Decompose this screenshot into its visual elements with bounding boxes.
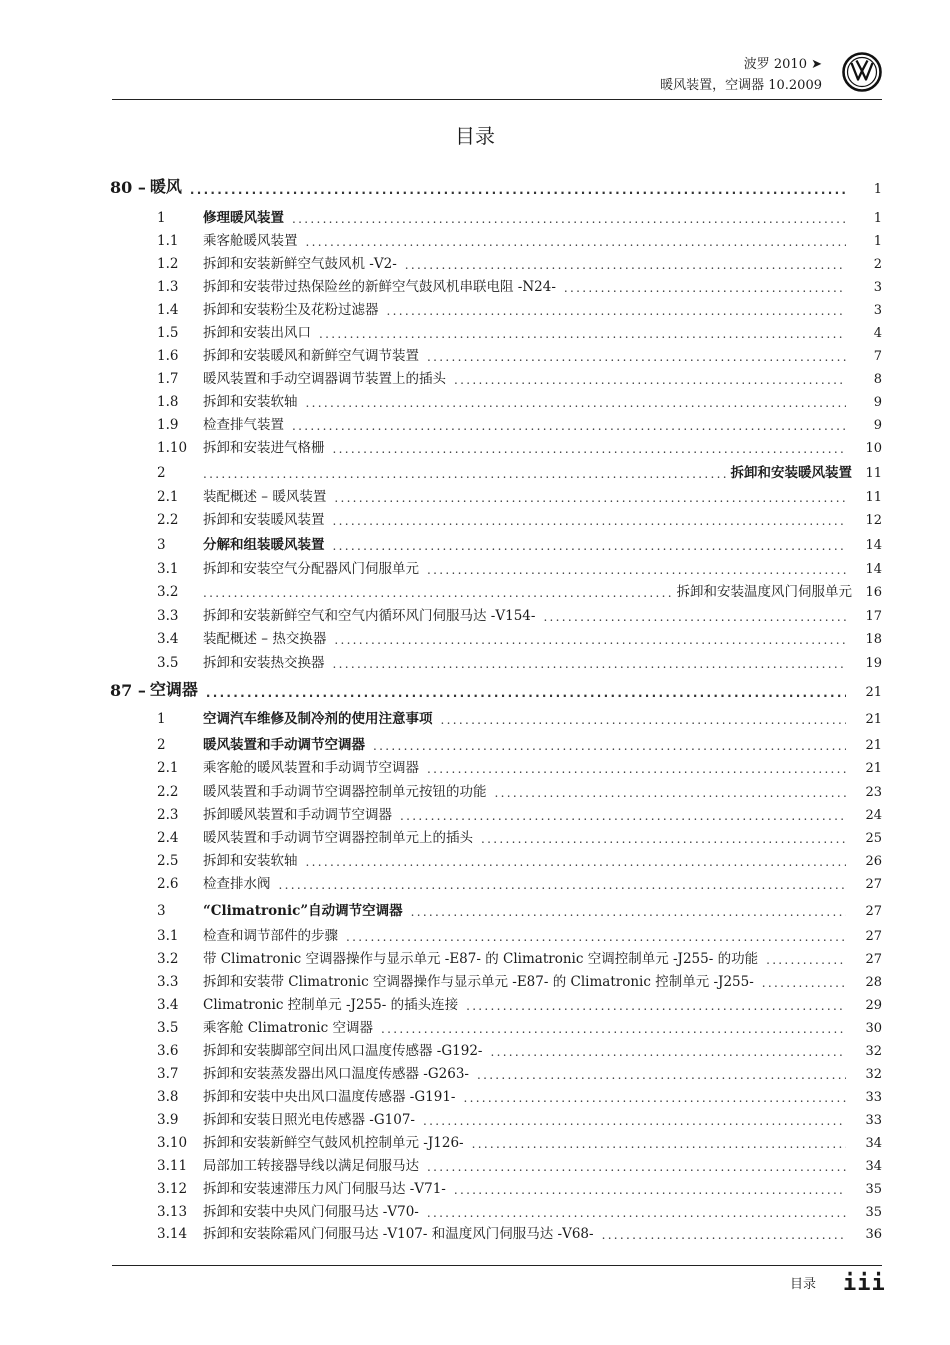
dot-leader	[427, 1160, 846, 1174]
toc-entry-page: 26	[865, 854, 882, 869]
toc-entry-number: 3.8	[157, 1089, 179, 1105]
toc-entry[interactable]	[110, 1222, 882, 1242]
dot-leader	[441, 713, 847, 727]
dot-leader	[381, 1022, 846, 1036]
toc-entry[interactable]	[110, 899, 882, 919]
toc-entry-number: 3.10	[157, 1135, 188, 1151]
toc-entry-title: 乘客舱 Climatronic 空调器	[203, 1020, 373, 1036]
toc-entry[interactable]	[110, 461, 882, 481]
toc-entry-page: 17	[865, 609, 882, 624]
dot-leader	[206, 686, 846, 700]
footer-label: 目录	[790, 1277, 817, 1292]
toc-entry-title: 乘客舱的暖风装置和手动调节空调器	[203, 760, 419, 776]
toc-entry-page: 18	[865, 632, 882, 647]
toc-entry-title: 检查和调节部件的步骤	[203, 928, 338, 944]
dot-leader	[400, 809, 846, 823]
toc-entry-number: 3.11	[157, 1158, 188, 1174]
dot-leader	[427, 563, 846, 577]
toc-entry-number: 2.2	[157, 784, 179, 800]
toc-entry-number: 1.9	[157, 417, 179, 433]
toc-entry[interactable]	[110, 229, 882, 249]
toc-entry-number: 87 –	[110, 681, 146, 700]
toc-entry-title: 乘客舱暖风装置	[203, 233, 298, 249]
dot-leader	[602, 1228, 846, 1242]
toc-entry-page: 9	[873, 418, 882, 433]
toc-entry-page: 21	[865, 738, 882, 753]
toc-entry-title: 空调汽车维修及制冷剂的使用注意事项	[203, 711, 433, 727]
toc-entry-number: 3.1	[157, 561, 179, 577]
toc-entry-page: 27	[865, 877, 882, 892]
toc-entry-page: 11	[865, 466, 882, 481]
dot-leader	[203, 586, 673, 600]
toc-entry-number: 1.1	[157, 233, 179, 249]
toc-entry-number: 3	[157, 537, 166, 553]
toc-entry-number: 3.14	[157, 1226, 188, 1242]
dot-leader	[306, 396, 847, 410]
toc-entry-number: 2.2	[157, 512, 179, 528]
toc-entry-page: 12	[865, 513, 882, 528]
toc-entry[interactable]	[110, 803, 882, 823]
toc-entry[interactable]	[110, 206, 882, 226]
toc-entry-page: 27	[865, 904, 882, 919]
toc-entry-number: 3.5	[157, 655, 179, 671]
toc-entry-page: 19	[865, 656, 882, 671]
dot-leader	[466, 999, 846, 1013]
toc-entry[interactable]	[110, 1200, 882, 1220]
toc-entry-page: 16	[865, 585, 882, 600]
toc-entry-page: 27	[865, 952, 882, 967]
header-model: 波罗 2010 ➤	[743, 57, 822, 72]
dot-leader	[411, 905, 846, 919]
toc-entry-number: 1	[157, 711, 166, 727]
toc-entry-number: 1.10	[157, 440, 188, 456]
dot-leader	[279, 878, 847, 892]
dot-leader	[427, 1206, 846, 1220]
toc-entry-number: 3.3	[157, 974, 179, 990]
toc-entry-title: 空调器	[149, 680, 198, 699]
toc-entry[interactable]	[110, 1154, 882, 1174]
dot-leader	[762, 976, 846, 990]
dot-leader	[423, 1114, 846, 1128]
toc-entry-number: 2	[157, 737, 166, 753]
dot-leader	[373, 739, 846, 753]
toc-entry-number: 3.3	[157, 608, 179, 624]
toc-entry-title: 拆卸和安装出风口	[203, 325, 311, 341]
toc-entry-page: 4	[873, 326, 882, 341]
toc-entry-page: 3	[873, 303, 882, 318]
toc-entry-number: 3.4	[157, 997, 179, 1013]
toc-entry[interactable]	[110, 733, 882, 753]
toc-entry-title: 拆卸暖风装置和手动调节空调器	[203, 807, 392, 823]
toc-entry[interactable]	[110, 1131, 882, 1151]
dot-leader	[334, 491, 846, 505]
toc-entry-page: 36	[865, 1227, 882, 1242]
toc-entry[interactable]	[110, 707, 882, 727]
toc-entry-title: 拆卸和安装带 Climatronic 空调器操作与显示单元 -E87- 的 Climatronic 控制单元 -J255-	[203, 974, 754, 990]
dot-leader	[333, 442, 847, 456]
dot-leader	[481, 832, 846, 846]
toc-entry[interactable]	[110, 627, 882, 647]
toc-entry-title: 拆卸和安装速滞压力风门伺服马达 -V71-	[203, 1181, 446, 1197]
toc-entry-title: Climatronic 控制单元 -J255- 的插头连接	[203, 997, 459, 1013]
toc-entry-page: 10	[865, 441, 882, 456]
dot-leader	[427, 350, 846, 364]
toc-entry-number: 1.2	[157, 256, 179, 272]
toc-entry-page: 2	[873, 257, 882, 272]
toc-entry-title: 拆卸和安装除霜风门伺服马达 -V107- 和温度风门伺服马达 -V68-	[203, 1226, 594, 1242]
toc-entry-page: 21	[865, 712, 882, 727]
toc-entry[interactable]	[110, 344, 882, 364]
toc-entry-title: 拆卸和安装暖风装置	[203, 512, 325, 528]
toc-entry[interactable]	[110, 849, 882, 869]
toc-entry-number: 80 –	[110, 178, 146, 197]
dot-leader	[346, 930, 846, 944]
toc-entry[interactable]	[110, 756, 882, 776]
toc-entry-title: 暖风装置和手动调节空调器	[203, 737, 365, 753]
toc-entry-number: 3	[157, 903, 166, 919]
toc-entry[interactable]	[110, 1085, 882, 1105]
toc-entry-page: 8	[873, 372, 882, 387]
toc-entry[interactable]	[110, 252, 882, 272]
header-section: 暖风装置，空调器 10.2009	[660, 78, 822, 93]
toc-entry-page: 33	[865, 1113, 882, 1128]
toc-entry-number: 1.8	[157, 394, 179, 410]
toc-entry[interactable]	[110, 275, 882, 295]
toc-entry[interactable]	[110, 436, 882, 456]
toc-entry[interactable]	[110, 1039, 882, 1059]
toc-entry-number: 3.2	[157, 951, 179, 967]
toc-entry[interactable]	[110, 367, 882, 387]
toc-entry-title: 暖风装置和手动空调器调节装置上的插头	[203, 371, 446, 387]
dot-leader	[319, 327, 846, 341]
dot-leader	[306, 235, 847, 249]
toc-entry-title: 拆卸和安装带过热保险丝的新鲜空气鼓风机串联电阻 -N24-	[203, 279, 556, 295]
dot-leader	[766, 953, 846, 967]
toc-entry-page: 33	[865, 1090, 882, 1105]
dot-leader	[564, 281, 846, 295]
toc-entry-title: 拆卸和安装日照光电传感器 -G107-	[203, 1112, 415, 1128]
toc-entry-number: 2.6	[157, 876, 179, 892]
toc-entry-number: 3.5	[157, 1020, 179, 1036]
dot-leader	[477, 1068, 846, 1082]
toc-entry-title: 拆卸和安装进气格栅	[203, 440, 325, 456]
toc-entry[interactable]	[110, 872, 882, 892]
toc-entry-page: 3	[873, 280, 882, 295]
toc-entry-number: 3.12	[157, 1181, 188, 1197]
toc-entry[interactable]	[110, 1108, 882, 1128]
toc-entry-page: 24	[865, 808, 882, 823]
toc-entry-title: 拆卸和安装蒸发器出风口温度传感器 -G263-	[203, 1066, 469, 1082]
dot-leader	[333, 514, 847, 528]
toc-entry-number: 3.13	[157, 1204, 188, 1220]
dot-leader	[306, 855, 847, 869]
page-title: 目录	[455, 124, 495, 148]
toc-entry[interactable]	[110, 924, 882, 944]
dot-leader	[333, 657, 847, 671]
toc-entry[interactable]	[110, 826, 882, 846]
dot-leader	[495, 786, 847, 800]
toc-entry-title: 装配概述 – 暖风装置	[203, 489, 327, 505]
toc-entry-title: 暖风装置和手动调节空调器控制单元按钮的功能	[203, 784, 487, 800]
toc-entry[interactable]	[110, 993, 882, 1013]
toc-entry[interactable]	[110, 557, 882, 577]
toc-entry-title: 拆卸和安装新鲜空气和空气内循环风门伺服马达 -V154-	[203, 608, 536, 624]
toc-entry-page: 32	[865, 1044, 882, 1059]
toc-entry[interactable]	[110, 1016, 882, 1036]
toc-entry[interactable]	[110, 298, 882, 318]
toc-entry-number: 1.7	[157, 371, 179, 387]
toc-entry[interactable]	[110, 1062, 882, 1082]
toc-entry-title: 检查排水阀	[203, 876, 271, 892]
footer-divider	[112, 1265, 882, 1266]
toc-entry[interactable]	[110, 947, 882, 967]
toc-entry-page: 1	[873, 182, 882, 197]
toc-entry-title: 拆卸和安装空气分配器风门伺服单元	[203, 561, 419, 577]
toc-entry[interactable]	[110, 580, 882, 600]
toc-entry-number: 3.1	[157, 928, 179, 944]
toc-entry[interactable]	[110, 177, 882, 197]
toc-entry-title: 拆卸和安装中央风门伺服马达 -V70-	[203, 1204, 419, 1220]
toc-entry-page: 23	[865, 785, 882, 800]
dot-leader	[490, 1045, 846, 1059]
toc-entry[interactable]	[110, 604, 882, 624]
dot-leader	[454, 373, 846, 387]
toc-entry-page: 35	[865, 1205, 882, 1220]
toc-entry-page: 27	[865, 929, 882, 944]
toc-entry-title: 修理暖风装置	[203, 210, 284, 226]
dot-leader	[333, 539, 847, 553]
dot-leader	[427, 762, 846, 776]
toc-entry-page: 30	[865, 1021, 882, 1036]
toc-entry-page: 34	[865, 1136, 882, 1151]
toc-entry[interactable]	[110, 651, 882, 671]
toc-entry-title: 拆卸和安装新鲜空气鼓风机 -V2-	[203, 256, 397, 272]
toc-entry-page: 35	[865, 1182, 882, 1197]
dot-leader	[292, 212, 846, 226]
toc-entry-title: 带 Climatronic 空调器操作与显示单元 -E87- 的 Climatronic 空调控制单元 -J255- 的功能	[203, 951, 759, 967]
toc-entry-title: 拆卸和安装热交换器	[203, 655, 325, 671]
toc-entry-title: 拆卸和安装粉尘及花粉过滤器	[203, 302, 379, 318]
dot-leader	[405, 258, 846, 272]
toc-entry[interactable]	[110, 780, 882, 800]
dot-leader	[543, 610, 846, 624]
toc-entry-number: 1.5	[157, 325, 179, 341]
toc-entry-page: 21	[865, 761, 882, 776]
toc-entry-number: 3.2	[157, 584, 179, 600]
toc-entry-page: 11	[865, 490, 882, 505]
toc-entry-page: 29	[865, 998, 882, 1013]
toc-entry-number: 3.7	[157, 1066, 179, 1082]
toc-entry-number: 1.3	[157, 279, 179, 295]
toc-entry-page: 7	[873, 349, 882, 364]
toc-entry-number: 2.1	[157, 760, 179, 776]
toc-entry-page: 14	[865, 562, 882, 577]
toc-entry-number: 2.3	[157, 807, 179, 823]
dot-leader	[463, 1091, 846, 1105]
toc-entry-number: 1.4	[157, 302, 179, 318]
toc-entry-title: 拆卸和安装温度风门伺服单元	[676, 584, 852, 600]
toc-entry-title: 拆卸和安装脚部空间出风口温度传感器 -G192-	[203, 1043, 483, 1059]
toc-entry-number: 1.6	[157, 348, 179, 364]
toc-entry-page: 32	[865, 1067, 882, 1082]
dot-leader	[454, 1183, 846, 1197]
toc-entry[interactable]	[110, 508, 882, 528]
toc-entry-number: 2.1	[157, 489, 179, 505]
toc-entry-title: 拆卸和安装新鲜空气鼓风机控制单元 -J126-	[203, 1135, 464, 1151]
dot-leader	[190, 183, 846, 197]
toc-entry[interactable]	[110, 533, 882, 553]
dot-leader	[334, 633, 846, 647]
toc-entry[interactable]	[110, 390, 882, 410]
toc-entry-title: 局部加工转接器导线以满足伺服马达	[203, 1158, 419, 1174]
toc-entry-page: 34	[865, 1159, 882, 1174]
toc-entry-number: 2.4	[157, 830, 179, 846]
toc-entry-number: 3.4	[157, 631, 179, 647]
footer-page-number: iii	[843, 1271, 886, 1296]
toc-entry-page: 21	[865, 685, 882, 700]
toc-entry-title: 拆卸和安装软轴	[203, 853, 298, 869]
toc-entry-title: 拆卸和安装暖风装置	[730, 465, 852, 481]
toc-entry-title: 拆卸和安装暖风和新鲜空气调节装置	[203, 348, 419, 364]
toc-entry[interactable]	[110, 321, 882, 341]
toc-entry-page: 9	[873, 395, 882, 410]
toc-entry[interactable]	[110, 970, 882, 990]
toc-entry-page: 1	[873, 234, 882, 249]
toc-entry-title: 分解和组装暖风装置	[203, 537, 325, 553]
toc-entry-number: 2	[157, 465, 166, 481]
toc-entry[interactable]	[110, 1177, 882, 1197]
dot-leader	[472, 1137, 846, 1151]
toc-entry-title: 拆卸和安装软轴	[203, 394, 298, 410]
dot-leader	[387, 304, 847, 318]
toc-entry-title: 拆卸和安装中央出风口温度传感器 -G191-	[203, 1089, 456, 1105]
toc-entry-number: 3.9	[157, 1112, 179, 1128]
toc-entry-title: 暖风	[149, 177, 182, 196]
toc-entry-title: 装配概述 – 热交换器	[203, 631, 327, 647]
toc-entry-title: 检查排气装置	[203, 417, 284, 433]
toc-entry-number: 3.6	[157, 1043, 179, 1059]
toc-entry-page: 25	[865, 831, 882, 846]
toc-entry-page: 1	[873, 211, 882, 226]
toc-entry-title: 暖风装置和手动调节空调器控制单元上的插头	[203, 830, 473, 846]
dot-leader	[203, 467, 727, 481]
toc-entry-number: 2.5	[157, 853, 179, 869]
toc-entry[interactable]	[110, 680, 882, 700]
toc-entry-title: “Climatronic”自动调节空调器	[203, 903, 403, 919]
toc-entry[interactable]	[110, 485, 882, 505]
toc-entry[interactable]	[110, 413, 882, 433]
dot-leader	[292, 419, 846, 433]
toc-entry-page: 14	[865, 538, 882, 553]
toc-entry-page: 28	[865, 975, 882, 990]
toc-entry-number: 1	[157, 210, 166, 226]
